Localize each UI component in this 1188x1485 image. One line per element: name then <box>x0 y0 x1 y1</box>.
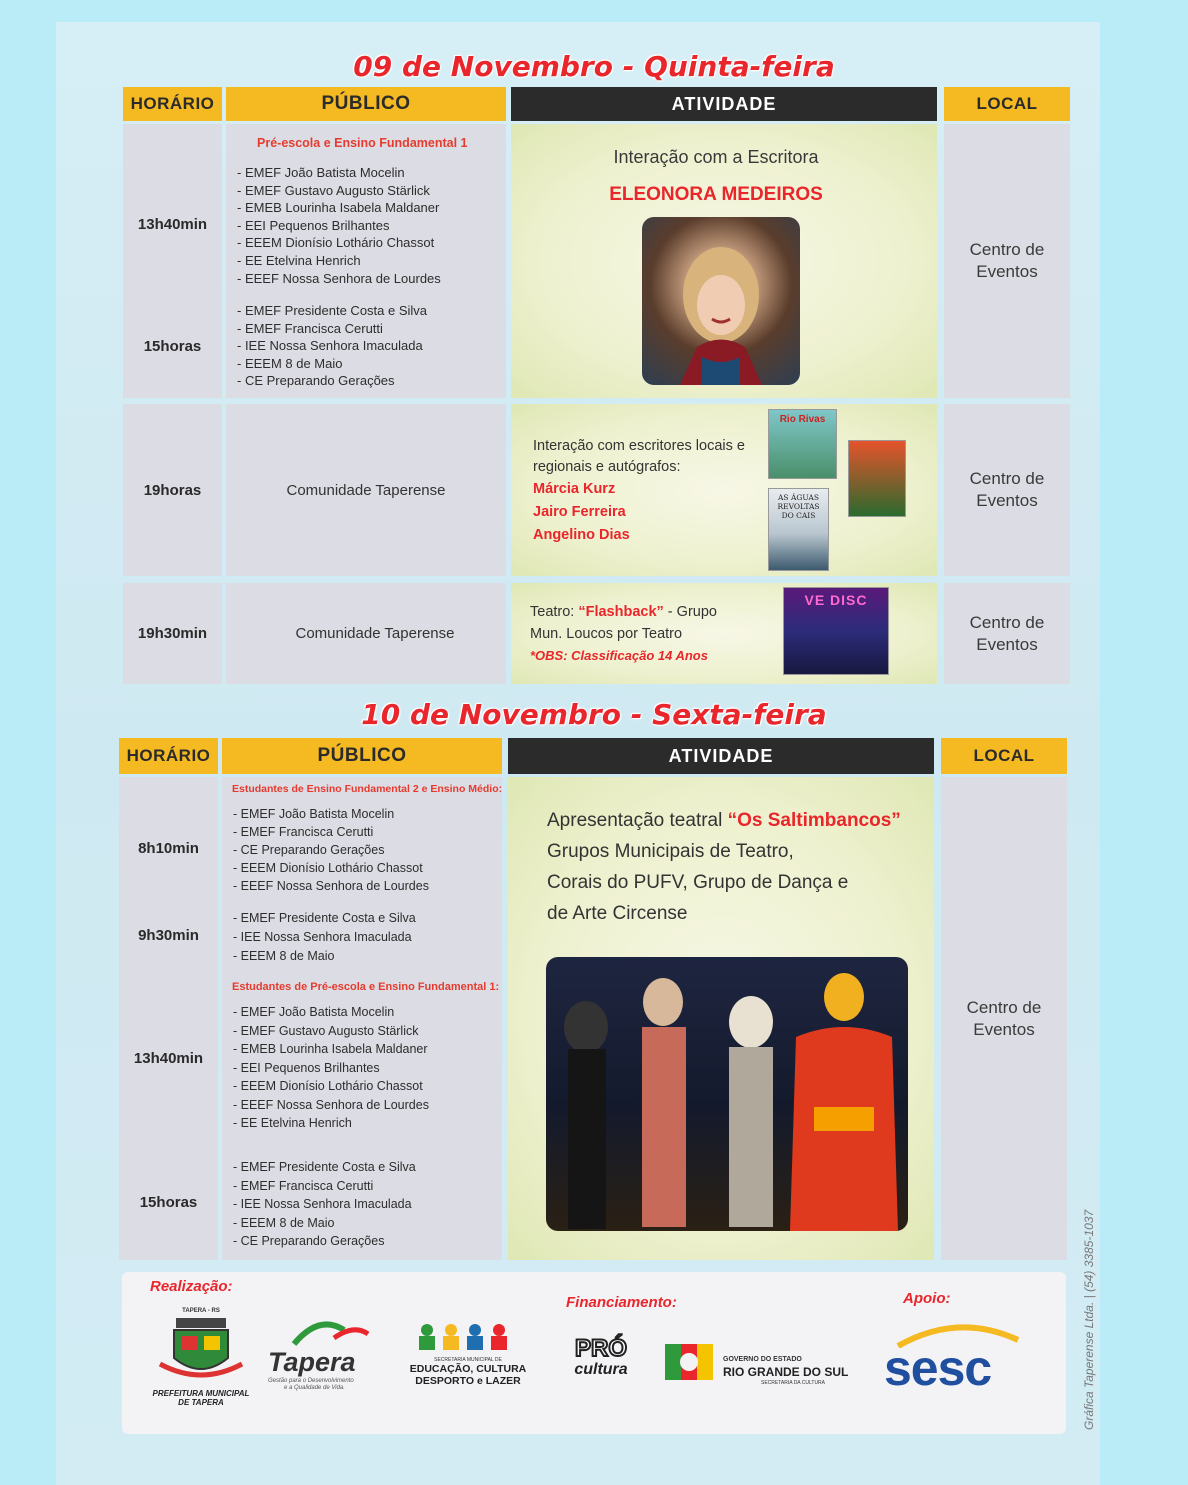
day1-row3-local-cell <box>944 583 1070 684</box>
day2-time-3: 13h40min <box>133 1050 204 1067</box>
day2-time-2: 9h30min <box>138 927 199 944</box>
list-item: - CE Preparando Gerações <box>237 373 395 389</box>
day2-header-atividade: ATIVIDADE <box>508 738 934 774</box>
day1-row3-publico-cell <box>226 583 506 684</box>
local-line: Centro de <box>969 469 1045 488</box>
printer-credit: Gráfica Taperense Ltda. | (54) 3385-1037 <box>1082 1209 1096 1430</box>
day2-activity <box>547 805 901 929</box>
day1-header-local: LOCAL <box>944 87 1070 121</box>
day1-row1-local-cell <box>944 124 1070 398</box>
gov-sub: SECRETARIA DA CULTURA <box>761 1380 825 1386</box>
prefeitura-logo <box>146 1308 256 1414</box>
day1-row3-activity <box>530 601 717 667</box>
list-item: - CE Preparando Gerações <box>233 1234 385 1248</box>
list-item: - EMEF Presidente Costa e Silva <box>233 1160 416 1174</box>
list-item: - EEEF Nossa Senhora de Lourdes <box>233 1097 429 1112</box>
poster-text: VE DISC <box>804 592 868 608</box>
gov-small: GOVERNO DO ESTADO <box>723 1356 802 1363</box>
list-item: - CE Preparando Gerações <box>233 843 385 857</box>
day1-header-horario: HORÁRIO <box>123 87 222 121</box>
list-item: - EEI Pequenos Brilhantes <box>237 217 390 233</box>
sesc-logo <box>878 1318 1028 1398</box>
list-item: - EMEB Lourinha Isabela Maldaner <box>237 200 440 216</box>
activity-line: Mun. Loucos por Teatro <box>530 626 683 642</box>
obs-note: *OBS: Classificação 14 Anos <box>530 648 708 663</box>
list-item: - EMEF Presidente Costa e Silva <box>237 303 428 318</box>
apoio-label: Apoio: <box>903 1290 951 1307</box>
day2-list-4 <box>233 1158 416 1251</box>
tapera-tagline <box>268 1378 384 1392</box>
people-figures-icon <box>413 1322 523 1350</box>
day1-row3-local <box>970 612 1045 656</box>
secretaria-logo <box>406 1322 530 1392</box>
writer-portrait-icon <box>642 217 800 385</box>
tapera-logo <box>264 1316 384 1396</box>
local-line: Eventos <box>976 634 1038 654</box>
day2-list-2 <box>233 909 416 966</box>
day1-row2-local <box>970 468 1045 512</box>
list-item: - EEEM 8 de Maio <box>237 355 343 371</box>
writer-name: Márcia Kurz <box>533 481 616 497</box>
activity-line: de Arte Circense <box>547 903 688 924</box>
list-item: - EE Etelvina Henrich <box>237 252 361 268</box>
day1-title: 09 de Novembro - Quinta-feira <box>353 50 835 83</box>
list-item: - EMEF Gustavo Augusto Stärlick <box>233 1023 419 1038</box>
local-line: Centro de <box>969 612 1045 632</box>
list-item: - EMEF Francisca Cerutti <box>237 320 383 336</box>
day2-time-4: 15horas <box>139 1194 198 1211</box>
day1-row3-publico: Comunidade Taperense <box>295 625 455 642</box>
local-line: Eventos <box>973 1019 1035 1039</box>
list-item: - IEE Nossa Senhora Imaculada <box>233 1197 412 1211</box>
tagline-line: e a Qualidade de Vida. <box>284 1385 345 1391</box>
local-line: Centro de <box>969 240 1045 259</box>
list-item: - EEEM Dionísio Lothário Chassot <box>233 1079 423 1093</box>
tapera-wordmark: Tapera <box>268 1347 356 1377</box>
local-line: Eventos <box>976 262 1038 281</box>
day2-subhead-1: Estudantes de Ensino Fundamental 2 e Ensino Médio: <box>232 783 503 795</box>
show-title: “Os Saltimbancos” <box>727 810 901 831</box>
coat-of-arms-icon <box>156 1314 246 1384</box>
day2-local-cell <box>941 777 1067 1260</box>
local-line: Eventos <box>976 491 1038 510</box>
book-cover-1: Rio Rivas <box>768 409 837 479</box>
secretaria-line: DESPORTO e LAZER <box>415 1375 521 1387</box>
list-item: - EMEB Lourinha Isabela Maldaner <box>233 1042 428 1056</box>
gov-big: RIO GRANDE DO SUL <box>723 1365 849 1379</box>
writer-name: Jairo Ferreira <box>533 504 626 520</box>
realizacao-label: Realização: <box>150 1278 233 1295</box>
activity-pre: Apresentação teatral <box>547 810 728 831</box>
day1-row1-list-a <box>237 164 441 287</box>
prefeitura-top-text: TAPERA - RS <box>182 1308 220 1314</box>
list-item: - IEE Nossa Senhora Imaculada <box>237 338 423 354</box>
secretaria-line: EDUCAÇÃO, CULTURA <box>409 1363 527 1375</box>
list-item: - EEEM 8 de Maio <box>233 949 335 963</box>
list-item: - EMEF Gustavo Augusto Stärlick <box>237 182 430 198</box>
activity-line: regionais e autógrafos: <box>533 459 681 475</box>
activity-line <box>547 805 901 836</box>
show-title: “Flashback” <box>578 604 664 620</box>
day2-list-1 <box>233 805 429 895</box>
day2-time-1: 8h10min <box>138 840 199 857</box>
secretaria-name <box>406 1363 530 1387</box>
list-item: - EMEF João Batista Mocelin <box>233 807 395 821</box>
list-item: - EEEM Dionísio Lothário Chassot <box>237 235 435 251</box>
activity-post: - Grupo <box>663 604 717 620</box>
list-item: - EE Etelvina Henrich <box>233 1116 352 1130</box>
book-cover-3: AS ÁGUAS REVOLTAS DO CAIS <box>768 488 829 571</box>
activity-line: Interação com escritores locais e <box>533 438 745 454</box>
day1-row2-publico: Comunidade Taperense <box>286 481 446 499</box>
governo-rs-logo <box>663 1340 853 1390</box>
activity-line: Grupos Municipais de Teatro, <box>547 841 794 862</box>
day1-row2-horario-cell <box>123 404 222 576</box>
cultura-wordmark: cultura <box>574 1361 628 1378</box>
day1-row1-horario-cell <box>123 124 222 398</box>
pro-wordmark: PRÓ <box>574 1335 627 1362</box>
list-item: - IEE Nossa Senhora Imaculada <box>233 930 412 944</box>
book-cover-2 <box>848 440 906 517</box>
day2-list-3 <box>233 1003 429 1133</box>
day2-header-local: LOCAL <box>941 738 1067 774</box>
list-item: - EMEF Presidente Costa e Silva <box>233 911 416 925</box>
day1-row1-time-a: 13h40min <box>137 216 208 233</box>
list-item: - EEEM 8 de Maio <box>233 1215 335 1230</box>
performers-icon <box>546 957 908 1231</box>
day1-row2-publico-cell <box>226 404 506 576</box>
list-item: - EEEF Nossa Senhora de Lourdes <box>233 879 429 893</box>
day1-header-atividade: ATIVIDADE <box>511 87 937 121</box>
day2-header-publico: PÚBLICO <box>222 738 502 774</box>
day1-row2-activity <box>533 436 745 547</box>
activity-pre: Teatro: <box>530 604 579 620</box>
day2-local <box>967 997 1042 1041</box>
secretaria-small: SECRETARIA MUNICIPAL DE <box>434 1357 502 1363</box>
day1-row1-list-b <box>237 302 427 390</box>
prefeitura-name <box>146 1389 256 1407</box>
day1-row1-local <box>970 239 1045 283</box>
day1-row1-activity-name: ELEONORA MEDEIROS <box>609 184 823 205</box>
day1-header-publico: PÚBLICO <box>226 87 506 121</box>
sesc-wordmark: sesc <box>884 1340 992 1396</box>
local-line: Centro de <box>966 997 1042 1017</box>
rs-flag-icon <box>663 1340 719 1384</box>
list-item: - EMEF Francisca Cerutti <box>233 825 374 839</box>
list-item: - EMEF João Batista Mocelin <box>237 165 405 180</box>
day1-row3-time: 19h30min <box>137 625 208 642</box>
day1-row2-time: 19horas <box>143 481 202 499</box>
prefeitura-line: PREFEITURA MUNICIPAL <box>152 1389 250 1398</box>
activity-line: Corais do PUFV, Grupo de Dança e <box>547 872 849 893</box>
writer-photo <box>642 217 800 385</box>
day2-title: 10 de Novembro - Sexta-feira <box>361 698 827 731</box>
day1-row1-activity-line: Interação com a Escritora <box>613 147 819 167</box>
writer-name: Angelino Dias <box>533 527 630 543</box>
prefeitura-line: DE TAPERA <box>178 1398 224 1407</box>
list-item: - EEEM Dionísio Lothário Chassot <box>233 861 423 875</box>
tagline-line: Gestão para o Desenvolvimento <box>268 1378 354 1384</box>
day1-row3-horario-cell <box>123 583 222 684</box>
day1-row2-local-cell <box>944 404 1070 576</box>
tapera-swoosh-icon <box>264 1316 384 1346</box>
list-item: - EEEF Nossa Senhora de Lourdes <box>237 270 441 286</box>
day2-subhead-2: Estudantes de Pré-escola e Ensino Fundamental 1: <box>232 981 500 993</box>
theater-poster <box>783 587 889 675</box>
pro-cultura-logo <box>566 1337 636 1391</box>
activity-line <box>530 601 717 623</box>
list-item: - EMEF Francisca Cerutti <box>233 1178 374 1193</box>
day1-row1-time-b: 15horas <box>143 338 202 355</box>
financiamento-label: Financiamento: <box>566 1294 677 1311</box>
list-item: - EMEF João Batista Mocelin <box>233 1005 395 1019</box>
day2-header-horario: HORÁRIO <box>119 738 218 774</box>
day1-row1-subhead: Pré-escola e Ensino Fundamental 1 <box>257 136 468 150</box>
list-item: - EEI Pequenos Brilhantes <box>233 1060 380 1075</box>
saltimbancos-photo <box>546 957 908 1231</box>
